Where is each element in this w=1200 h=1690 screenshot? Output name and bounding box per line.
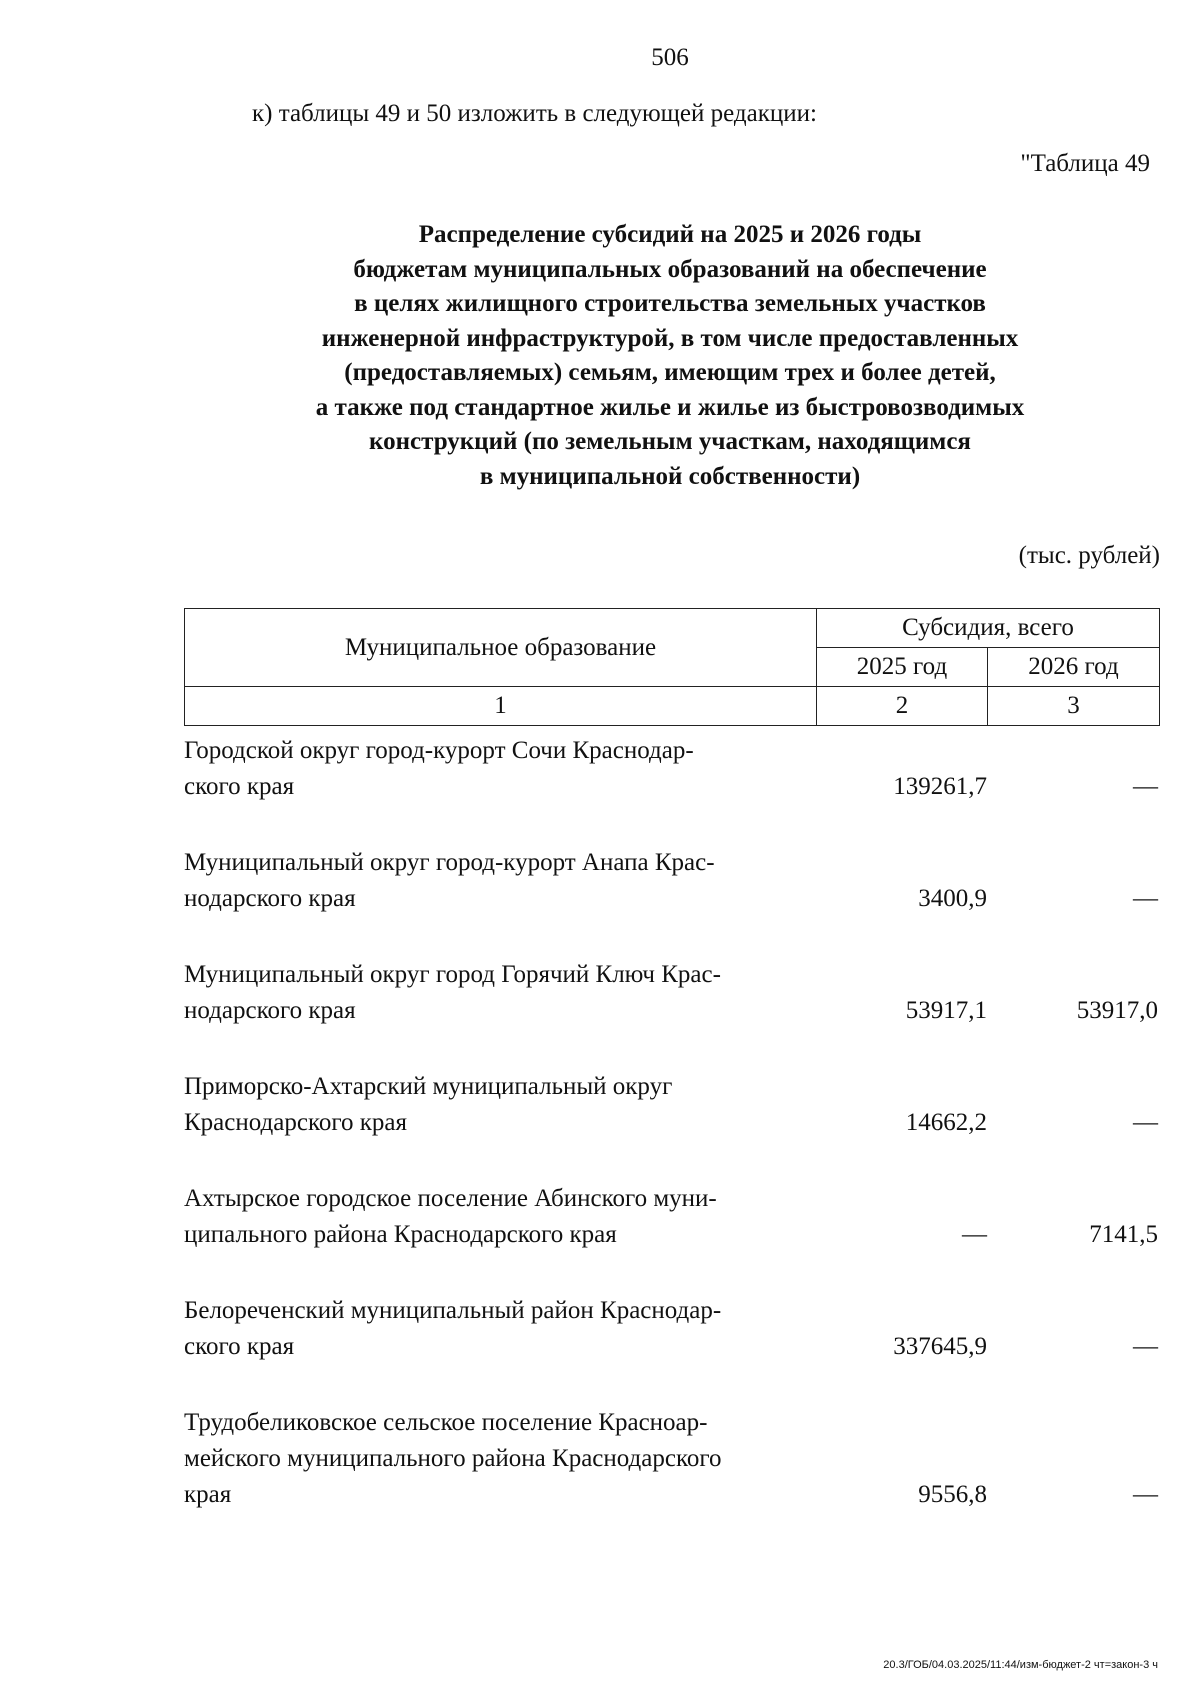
municipality-name: Муниципальный округ город Горячий Ключ Крас- нодарского края	[184, 961, 721, 1024]
municipality-name: Приморско-Ахтарский муниципальный округ Краснодарского края	[184, 1073, 673, 1136]
column-number-2: 2	[817, 687, 988, 726]
municipality-name: Трудобеликовское сельское поселение Красноар- мейского муниципального района Краснодарского края	[184, 1409, 722, 1508]
table-row	[184, 1293, 1158, 1365]
header-year-2026: 2026 год	[988, 648, 1160, 687]
table-row	[184, 1181, 1158, 1253]
title-line: Распределение субсидий на 2025 и 2026 годы	[418, 221, 922, 248]
value-2026: —	[1133, 1481, 1158, 1508]
title-line: бюджетам муниципальных образований на обеспечение	[353, 255, 987, 283]
intro-text: к) таблицы 49 и 50 изложить в следующей редакции:	[252, 100, 817, 127]
table-row	[184, 957, 1158, 1029]
value-2025: 337645,9	[893, 1333, 987, 1360]
municipality-name: Городской округ город-курорт Сочи Краснодар- ского края	[184, 737, 694, 800]
value-2026: 53917,0	[1076, 997, 1158, 1024]
header-municipality: Муниципальное образование	[185, 609, 817, 687]
table-row	[184, 1069, 1158, 1141]
column-number-3: 3	[988, 687, 1160, 726]
document-footer-code: 20.3/ГОБ/04.03.2025/11:44/изм-бюджет-2 чт=закон-3 ч	[883, 1659, 1158, 1671]
value-2026: —	[1133, 773, 1158, 800]
table-header	[184, 608, 1160, 726]
units-label: (тыс. рублей)	[1018, 542, 1160, 569]
title-line: а также под стандартное жилье и жилье из быстровозводимых	[315, 393, 1025, 421]
municipality-name: Ахтырское городское поселение Абинского муни- ципального района Краснодарского края	[184, 1185, 717, 1248]
value-2025: 9556,8	[918, 1481, 987, 1508]
municipality-name: Муниципальный округ город-курорт Анапа Крас- нодарского края	[184, 849, 715, 912]
header-subsidy-total: Субсидия, всего	[817, 609, 1160, 648]
value-2025: 139261,7	[893, 773, 987, 800]
value-2025: 14662,2	[905, 1109, 987, 1136]
header-year-2025: 2025 год	[817, 648, 988, 687]
title-line: в муниципальной собственности)	[479, 462, 861, 490]
value-2025: —	[962, 1221, 987, 1248]
value-2026: —	[1133, 885, 1158, 912]
title-line: инженерной инфраструктурой, в том числе предоставленных	[321, 324, 1019, 352]
value-2026: —	[1133, 1333, 1158, 1360]
table-row	[184, 845, 1158, 917]
column-number-1: 1	[185, 687, 817, 726]
table-label: "Таблица 49	[1020, 150, 1150, 177]
table-row	[184, 733, 1158, 805]
value-2025: 53917,1	[905, 997, 987, 1024]
value-2025: 3400,9	[918, 885, 987, 912]
title-line: в целях жилищного строительства земельных участков	[354, 290, 986, 317]
title-line: (предоставляемых) семьям, имеющим трех и более детей,	[344, 359, 996, 386]
value-2026: —	[1133, 1109, 1158, 1136]
table-body	[184, 733, 1158, 1553]
value-2026: 7141,5	[1089, 1221, 1158, 1248]
page-number: 506	[651, 44, 689, 71]
title-line: конструкций (по земельным участкам, находящимся	[369, 428, 971, 455]
municipality-name: Белореченский муниципальный район Краснодар- ского края	[184, 1297, 722, 1360]
table-row	[184, 1405, 1158, 1513]
document-title	[230, 218, 1110, 494]
